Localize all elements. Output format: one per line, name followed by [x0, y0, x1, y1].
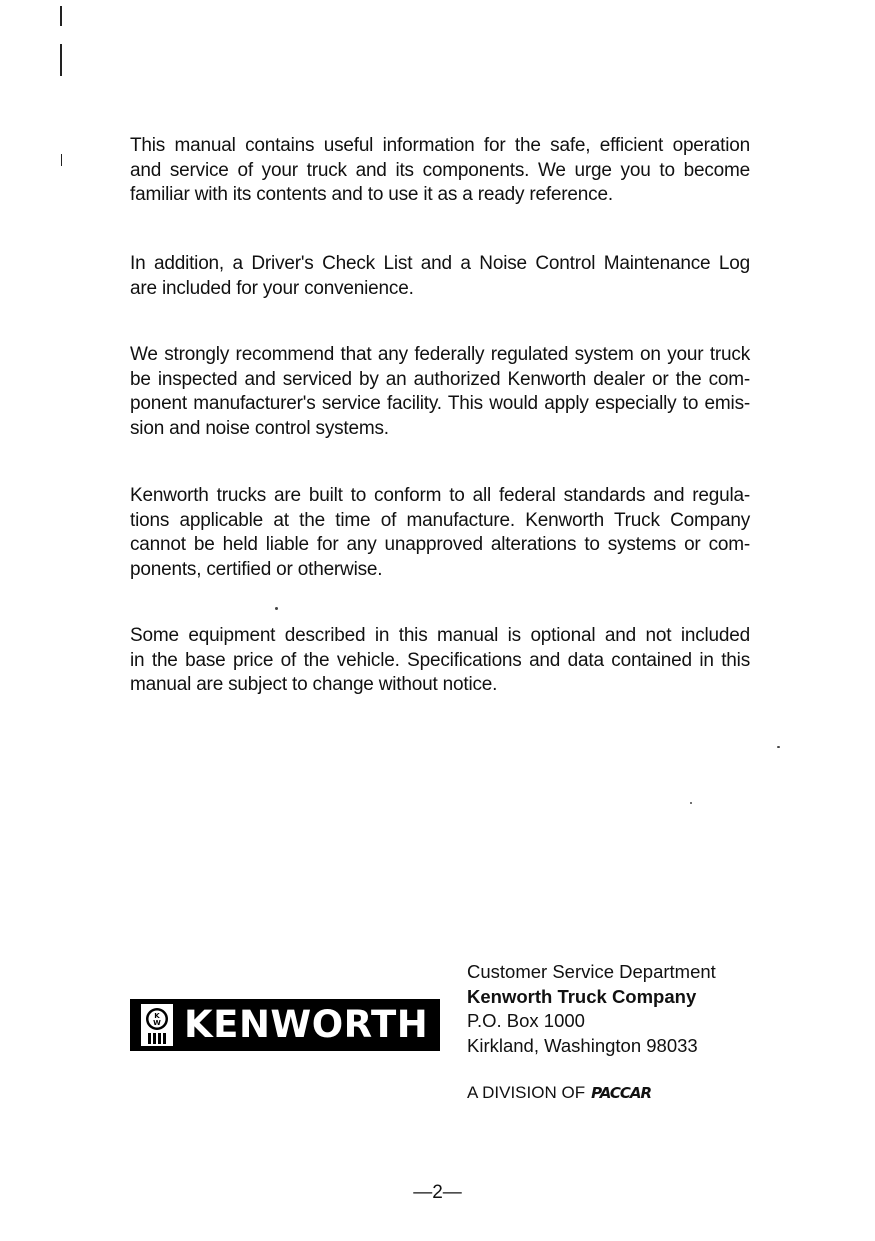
- intro-paragraph: [130, 134, 750, 208]
- scan-speck: [777, 746, 780, 748]
- paccar-logo: PACCAR: [591, 1084, 652, 1102]
- service-recommendation-paragraph: [130, 343, 750, 441]
- text-line: manual are subject to change without notice.: [130, 674, 498, 695]
- text-line: This manual contains useful information for the safe, efficient operation: [130, 135, 750, 156]
- scan-mark: [61, 154, 62, 166]
- page-number: —2—: [413, 1182, 462, 1203]
- svg-text:W: W: [153, 1019, 161, 1027]
- address-block: [467, 960, 716, 1058]
- scan-mark: [60, 44, 62, 76]
- optional-equipment-paragraph: [130, 624, 750, 698]
- text-line: In addition, a Driver's Check List and a Noise Control Maintenance Log: [130, 253, 750, 274]
- logo-wordmark: KENWORTH: [184, 1003, 429, 1046]
- text-line: in the base price of the vehicle. Specifications and data contained in this: [130, 649, 750, 671]
- text-line: tions applicable at the time of manufacture. Kenworth Truck Company: [130, 509, 750, 531]
- text-line: be inspected and serviced by an authorized Kenworth dealer or the com-: [130, 368, 750, 390]
- checklist-paragraph: [130, 252, 750, 301]
- text-line: Some equipment described in this manual is optional and not included: [130, 625, 750, 646]
- text-line: Kenworth trucks are built to conform to all federal standards and regula-: [130, 485, 750, 506]
- text-line: sion and noise control systems.: [130, 417, 389, 439]
- standards-paragraph: [130, 484, 750, 582]
- city-line: Kirkland, Washington 98033: [467, 1034, 698, 1056]
- department-name: Customer Service Department: [467, 961, 716, 982]
- text-line: ponent manufacturer's service facility. This would apply especially to emis-: [130, 393, 750, 414]
- svg-text:K: K: [154, 1012, 160, 1020]
- text-line: cannot be held liable for any unapproved alterations to systems or com-: [130, 534, 750, 555]
- company-name: Kenworth Truck Company: [467, 985, 697, 1007]
- po-box: P.O. Box 1000: [467, 1010, 585, 1031]
- kenworth-logo: [130, 999, 440, 1051]
- kenworth-emblem-icon: [138, 1003, 176, 1047]
- text-line: We strongly recommend that any federally regulated system on your truck: [130, 344, 750, 365]
- text-line: and service of your truck and its components. We urge you to become: [130, 159, 750, 181]
- text-line: ponents, certified or otherwise.: [130, 558, 383, 580]
- text-line: are included for your convenience.: [130, 277, 414, 299]
- text-line: familiar with its contents and to use it as a ready reference.: [130, 184, 613, 205]
- scan-speck: [275, 607, 278, 610]
- scan-speck: [690, 802, 692, 804]
- scan-mark: [60, 6, 62, 26]
- division-line: [467, 1083, 651, 1103]
- division-prefix: A DIVISION OF: [467, 1083, 586, 1102]
